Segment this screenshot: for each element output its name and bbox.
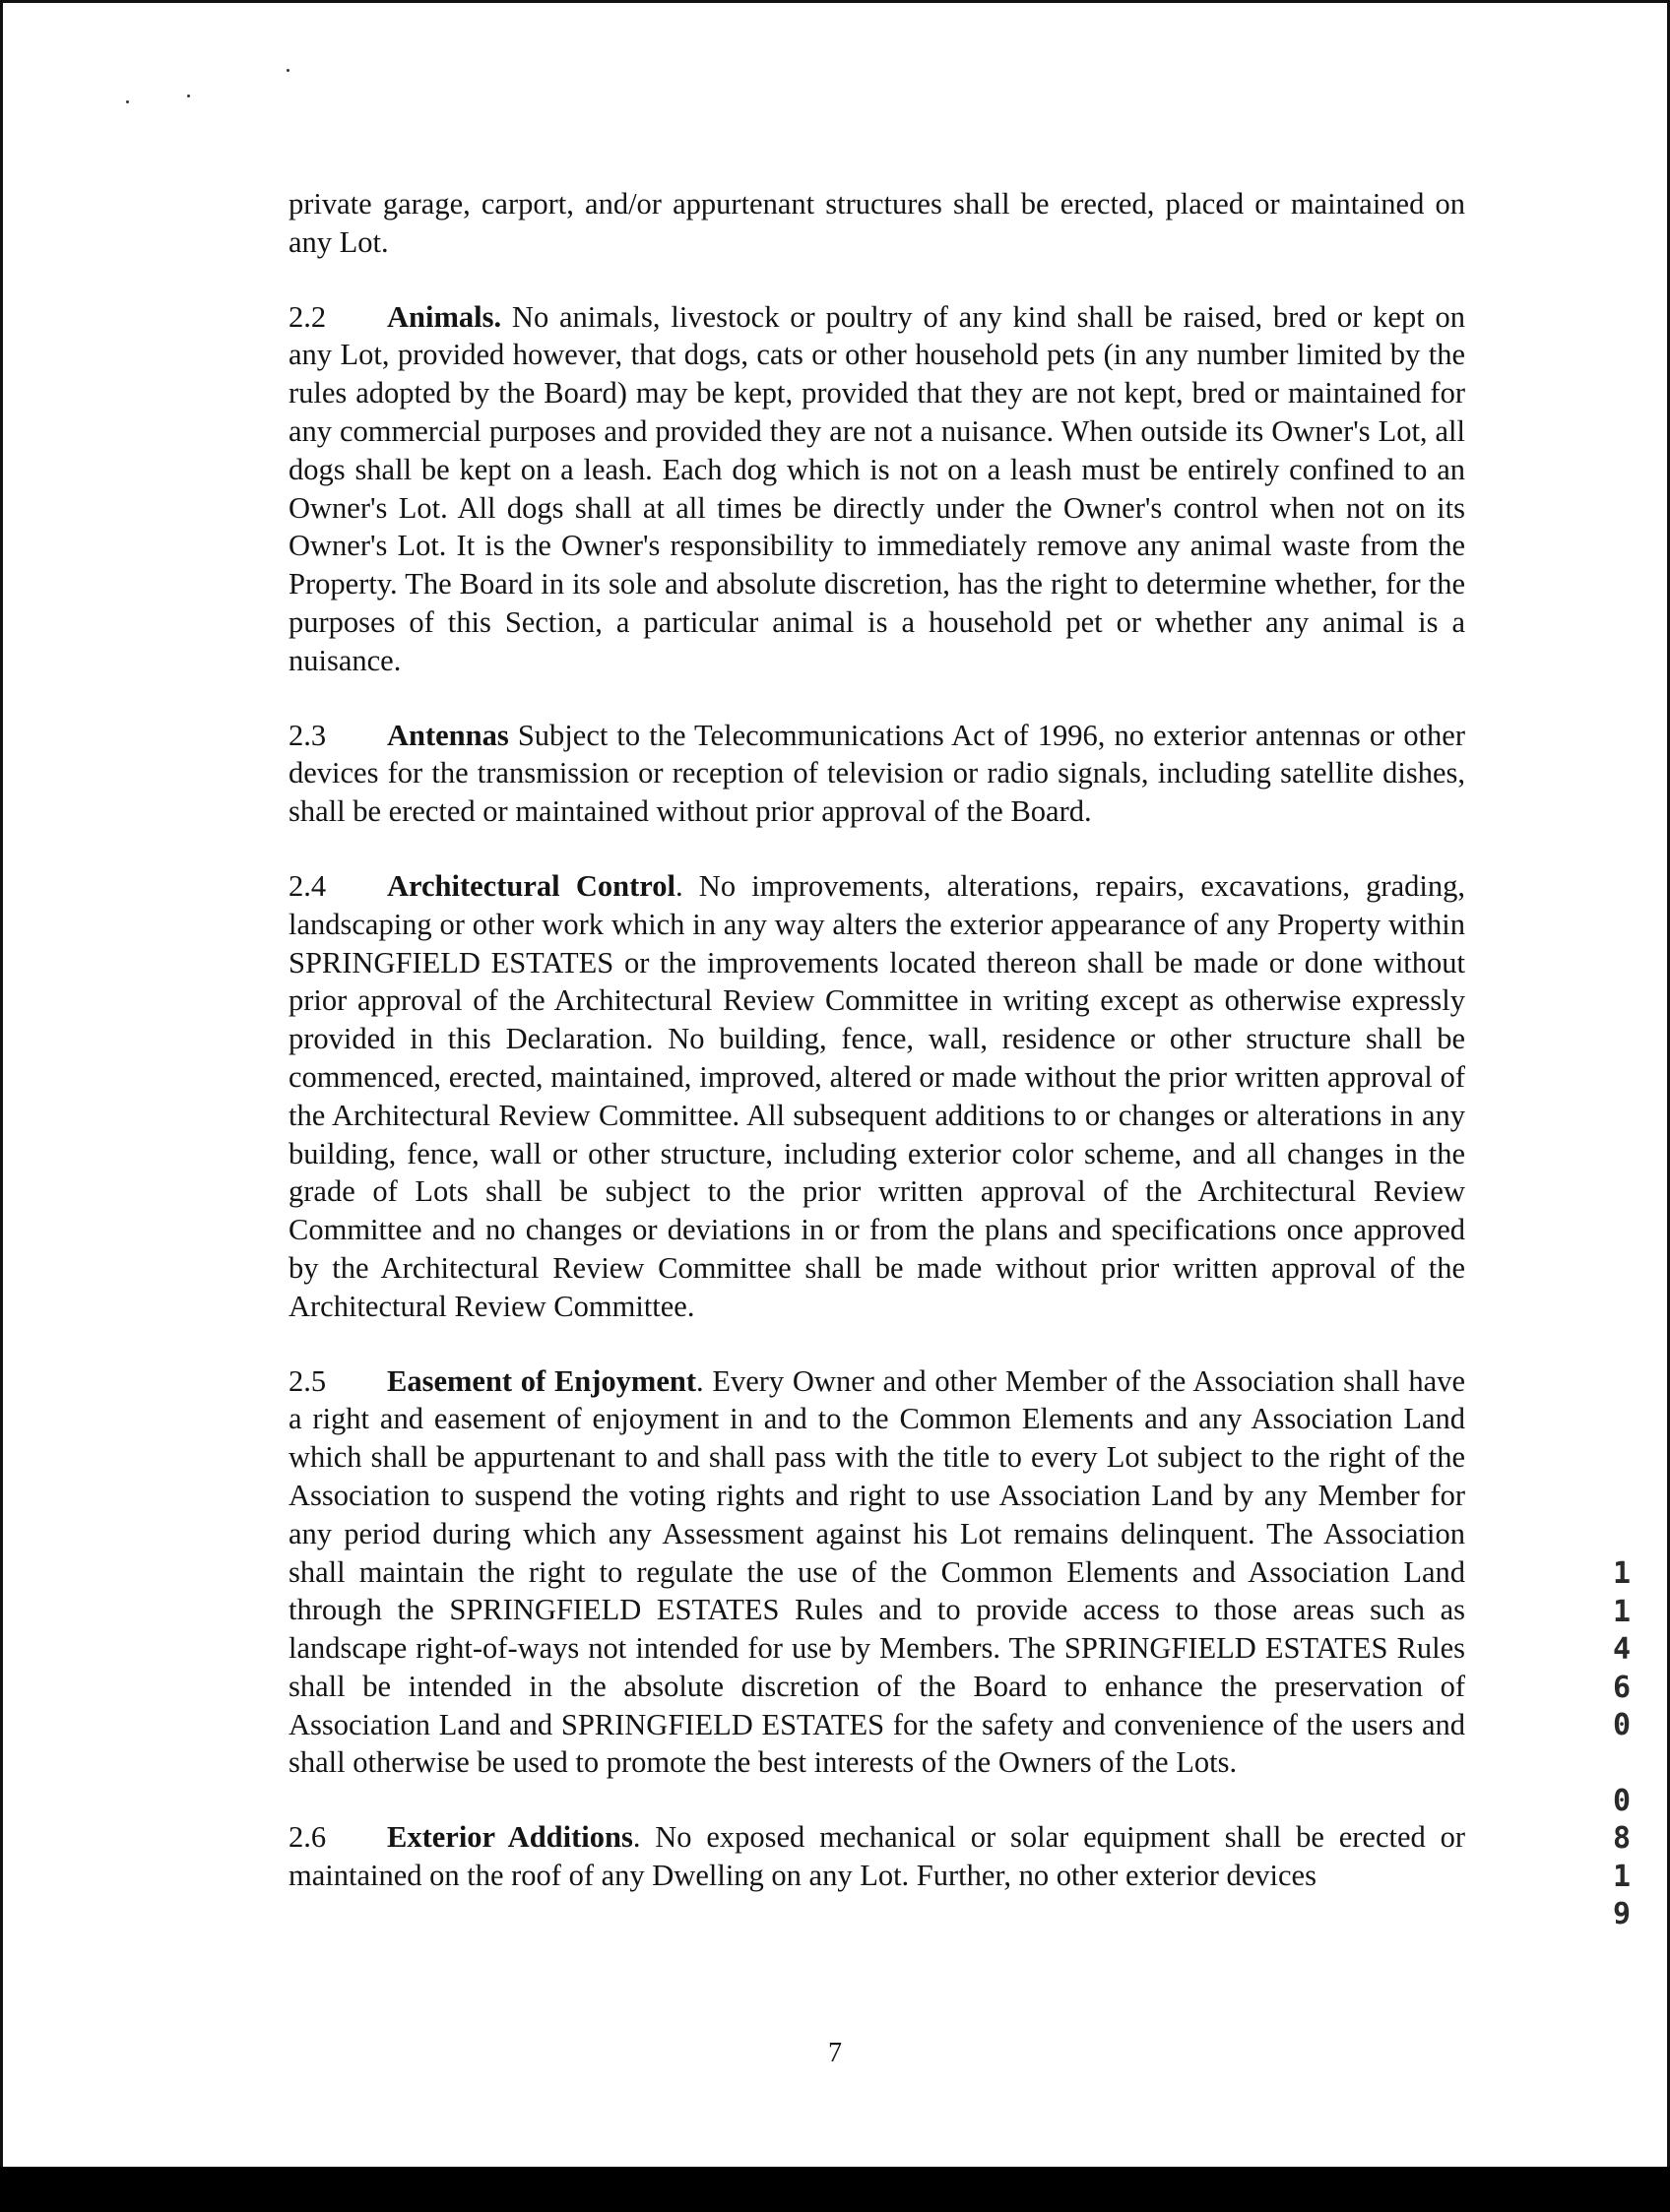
section-2-4-architectural-control bbox=[289, 867, 1465, 1326]
paragraph-text: private garage, carport, and/or appurtenant structures shall be erected, placed or maintained on any Lot. bbox=[289, 187, 1465, 259]
section-number: 2.2 bbox=[289, 299, 327, 334]
scan-speck bbox=[287, 69, 289, 72]
section-heading: Antennas bbox=[387, 718, 509, 752]
scan-speck bbox=[187, 95, 190, 97]
page-number: 7 bbox=[828, 2038, 842, 2068]
stamp-digit: 1 bbox=[1612, 1556, 1632, 1591]
document-body bbox=[289, 185, 1465, 1931]
scan-speck bbox=[126, 100, 129, 103]
section-text: No animals, livestock or poultry of any kind shall be raised, bred or kept on any Lot, provided however, that dogs, cats or other household pets (in any number limited by the rules adopted by the Board) may be kept, provided that they are not kept, bred or maintained for any commercial purposes and provided they are not a nuisance. When outside its Owner's Lot, all dogs shall be kept on a leash. Each dog which is not on a leash must be entirely confined to an Owner's Lot. All dogs shall at all times be directly under the Owner's control when not on its Owner's Lot. It is the Owner's responsibility to immediately remove any animal waste from the Property. The Board in its sole and absolute discretion, has the right to determine whether, for the purposes of this Section, a particular animal is a household pet or whether any animal is a nuisance. bbox=[289, 299, 1466, 677]
page-edge-left bbox=[0, 0, 3, 2212]
paragraph-continuation bbox=[289, 185, 1465, 262]
section-number: 2.4 bbox=[289, 868, 327, 903]
scan-specks bbox=[0, 0, 1670, 197]
stamp-digit: 8 bbox=[1612, 1821, 1632, 1856]
stamp-digit: 9 bbox=[1612, 1897, 1632, 1931]
stamp-digit: 4 bbox=[1612, 1632, 1632, 1667]
section-heading: Easement of Enjoyment bbox=[387, 1363, 696, 1398]
stamp-gap bbox=[1605, 1745, 1638, 1783]
stamp-digit: 0 bbox=[1612, 1708, 1632, 1742]
scan-bottom-edge bbox=[0, 2167, 1670, 2212]
section-text: Subject to the Telecommunications Act of 1996, no exterior antennas or other devices for the transmission or reception of television or radio signals, including satellite dishes, shall be erected or maintained without prior approval of the Board. bbox=[289, 718, 1466, 829]
section-2-6-exterior-additions bbox=[289, 1818, 1465, 1895]
stamp-digit: 0 bbox=[1612, 1783, 1632, 1818]
stamp-digit: 6 bbox=[1612, 1670, 1632, 1705]
section-number: 2.5 bbox=[289, 1363, 327, 1398]
section-heading: Architectural Control bbox=[387, 868, 675, 903]
section-2-3-antennas bbox=[289, 717, 1465, 831]
section-heading: Animals. bbox=[387, 299, 502, 334]
stamp-digit: 1 bbox=[1612, 1859, 1632, 1894]
section-2-5-easement-of-enjoyment bbox=[289, 1362, 1465, 1783]
margin-stamp bbox=[1605, 1555, 1638, 1934]
stamp-digit: 1 bbox=[1612, 1594, 1632, 1629]
section-heading: Exterior Additions bbox=[387, 1820, 633, 1855]
section-text: . No improvements, alterations, repairs, excavations, grading, landscaping or other work which in any way alters the exterior appearance of any Property within SPRINGFIELD ESTATES or the improvements located thereon shall be made or done without prior approval of the Architectural Review Committee in writing except as otherwise expressly provided in this Declaration. No building, fence, wall, residence or other structure shall be commenced, erected, maintained, improved, altered or made without the prior written approval of the Architectural Review Committee. All subsequent additions to or changes or alterations in any building, fence, wall or other structure, including exterior color scheme, and all changes in the grade of Lots shall be subject to the prior written approval of the Architectural Review Committee and no changes or deviations in or from the plans and specifications once approved by the Architectural Review Committee shall be made without prior written approval of the Architectural Review Committee. bbox=[289, 868, 1465, 1323]
section-number: 2.3 bbox=[289, 718, 327, 752]
section-text: . No exposed mechanical or solar equipment shall be erected or maintained on the roof of any Dwelling on any Lot. Further, no other exterior devices bbox=[289, 1820, 1465, 1893]
section-number: 2.6 bbox=[289, 1820, 327, 1855]
section-text: . Every Owner and other Member of the Association shall have a right and easement of enjoyment in and to the Common Elements and any Association Land which shall be appurtenant to and shall pass with the title to every Lot subject to the right of the Association to suspend the voting rights and right to use Association Land by any Member for any period during which any Assessment against his Lot remains delinquent. The Association shall maintain the right to regulate the use of the Common Elements and Association Land through the SPRINGFIELD ESTATES Rules and to provide access to those areas such as landscape right-of-ways not intended for use by Members. The SPRINGFIELD ESTATES Rules shall be intended in the absolute discretion of the Board to enhance the preservation of Association Land and SPRINGFIELD ESTATES for the safety and convenience of the users and shall otherwise be used to promote the best interests of the Owners of the Lots. bbox=[289, 1363, 1466, 1780]
section-2-2-animals bbox=[289, 298, 1465, 680]
